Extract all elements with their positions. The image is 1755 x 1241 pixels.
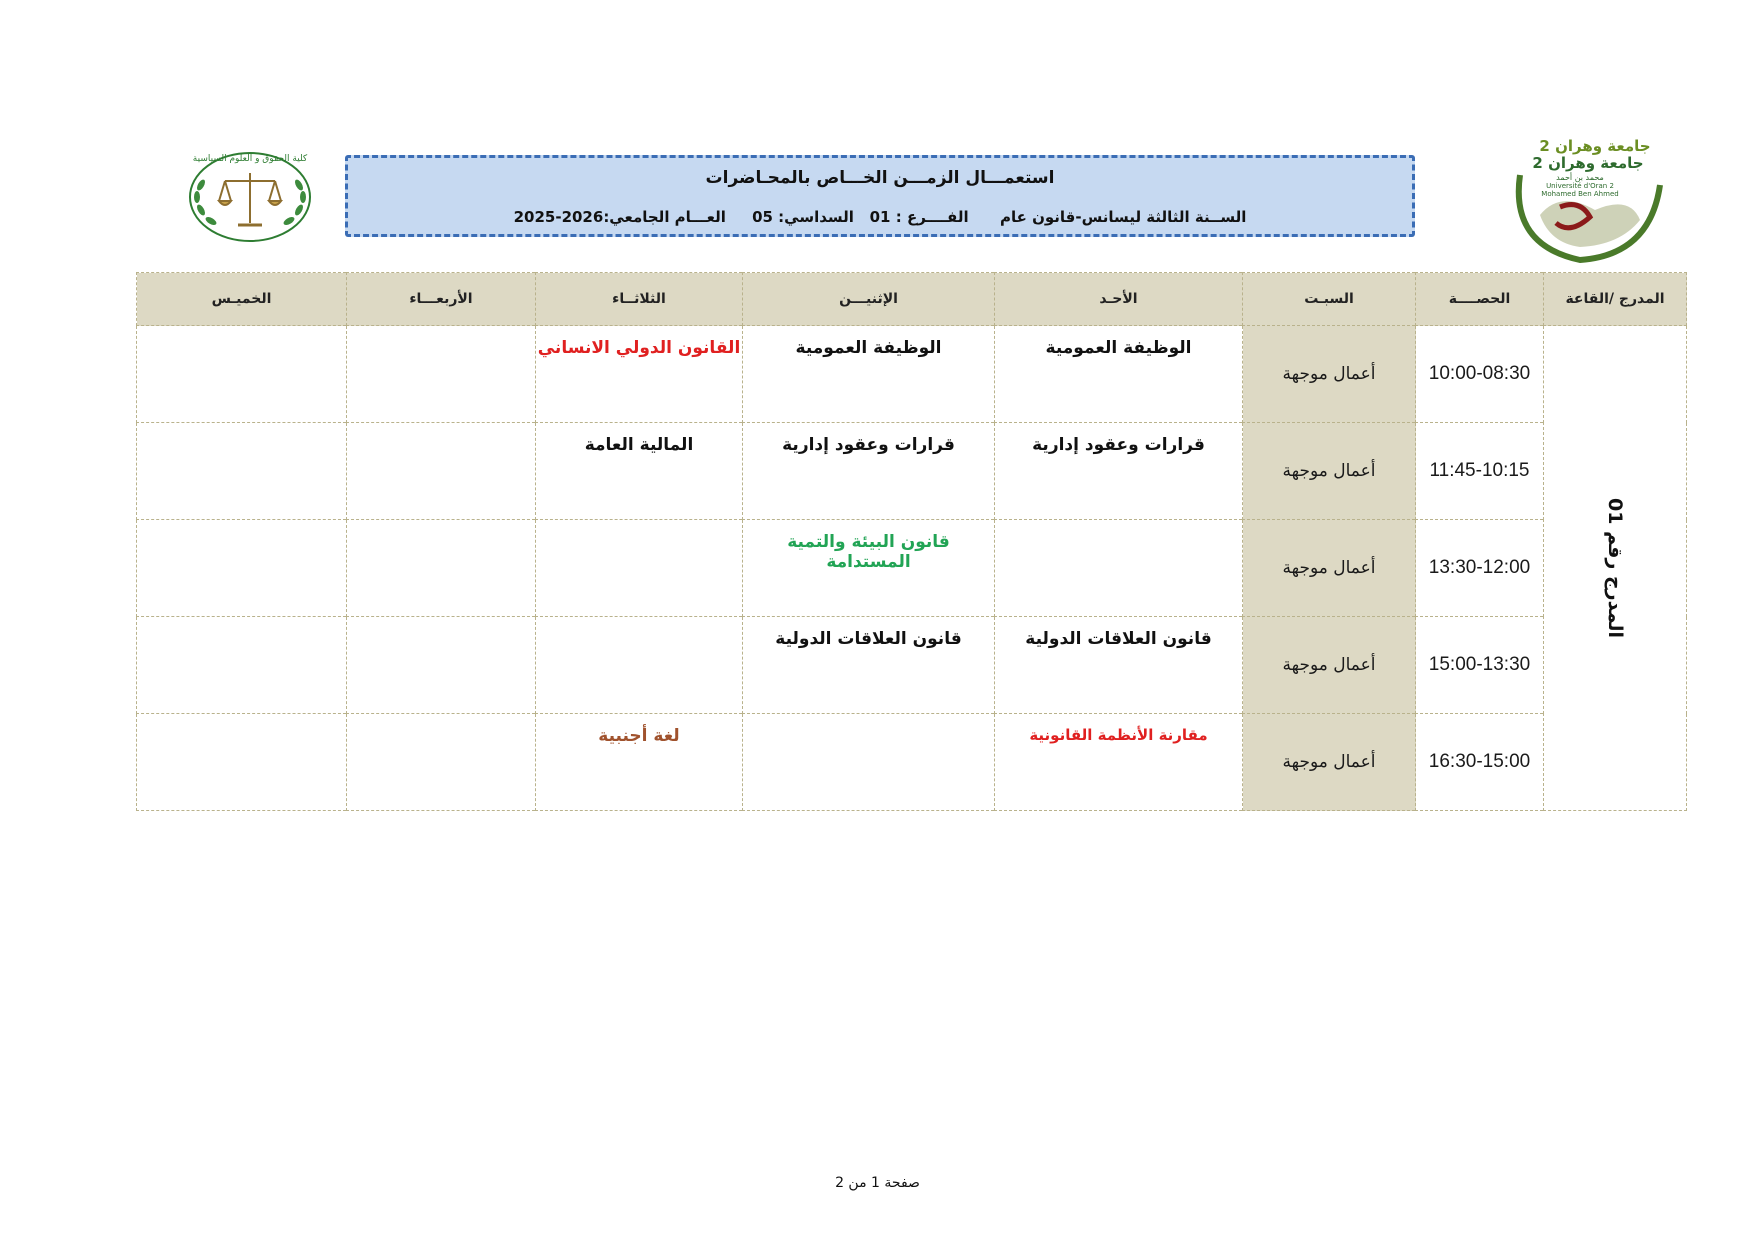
col-header-saturday: السبـت bbox=[1243, 273, 1416, 326]
wednesday-course bbox=[347, 423, 536, 520]
sunday-course bbox=[995, 520, 1243, 617]
sunday-course: قرارات وعقود إدارية bbox=[995, 423, 1243, 520]
branch-value: 01 bbox=[869, 208, 891, 226]
wednesday-course bbox=[347, 617, 536, 714]
table-header-row bbox=[137, 273, 1687, 326]
table-row bbox=[137, 714, 1687, 811]
faculty-of-law-emblem bbox=[183, 145, 318, 245]
session-time: 15:00-13:30 bbox=[1416, 617, 1544, 714]
saturday-cell: أعمال موجهة bbox=[1243, 520, 1416, 617]
wednesday-course bbox=[347, 326, 536, 423]
col-header-hall: المدرج /القاعة bbox=[1544, 273, 1687, 326]
saturday-cell: أعمال موجهة bbox=[1243, 714, 1416, 811]
hall-cell bbox=[1544, 326, 1687, 811]
wednesday-course bbox=[347, 714, 536, 811]
svg-text:جامعة وهران 2: جامعة وهران 2 bbox=[1532, 154, 1644, 172]
svg-text:كلية الحقوق و العلوم السياسية: كلية الحقوق و العلوم السياسية bbox=[192, 154, 308, 164]
tuesday-course: المالية العامة bbox=[536, 423, 743, 520]
col-header-sunday: الأحـد bbox=[995, 273, 1243, 326]
monday-course: قانون العلاقات الدولية bbox=[743, 617, 995, 714]
page-number: صفحة 1 من 2 bbox=[835, 1175, 920, 1191]
svg-text:محمد بن أحمد: محمد بن أحمد bbox=[1556, 173, 1604, 182]
thursday-course bbox=[137, 714, 347, 811]
saturday-cell: أعمال موجهة bbox=[1243, 423, 1416, 520]
table-row bbox=[137, 423, 1687, 520]
sunday-course: قانون العلاقات الدولية bbox=[995, 617, 1243, 714]
thursday-course bbox=[137, 423, 347, 520]
saturday-cell: أعمال موجهة bbox=[1243, 617, 1416, 714]
semester-value: 05 bbox=[752, 208, 773, 226]
session-time: 10:00-08:30 bbox=[1416, 326, 1544, 423]
academic-year-value: 2026-2025 bbox=[513, 208, 604, 226]
monday-course: الوظيفة العمومية bbox=[743, 326, 995, 423]
monday-course: قانون البيئة والتمية المستدامة bbox=[743, 520, 995, 617]
session-time: 16:30-15:00 bbox=[1416, 714, 1544, 811]
monday-course: قرارات وعقود إدارية bbox=[743, 423, 995, 520]
schedule-table bbox=[136, 272, 1687, 811]
col-header-thursday: الخميـس bbox=[137, 273, 347, 326]
svg-text:جامعة وهران 2: جامعة وهران 2 bbox=[1539, 137, 1651, 155]
monday-course bbox=[743, 714, 995, 811]
saturday-cell: أعمال موجهة bbox=[1243, 326, 1416, 423]
tuesday-course bbox=[536, 617, 743, 714]
semester-label: السداسي: bbox=[778, 208, 854, 226]
academic-year-label: العـــام الجامعي: bbox=[603, 208, 726, 226]
university-oran2-logo bbox=[1500, 135, 1670, 265]
sunday-course: مقارنة الأنظمة القانونية bbox=[995, 714, 1243, 811]
svg-text:Université d'Oran 2: Université d'Oran 2 bbox=[1546, 182, 1614, 190]
col-header-tuesday: الثلاثــاء bbox=[536, 273, 743, 326]
sunday-course: الوظيفة العمومية bbox=[995, 326, 1243, 423]
svg-text:Mohamed Ben Ahmed: Mohamed Ben Ahmed bbox=[1541, 190, 1619, 198]
col-header-wednesday: الأربعـــاء bbox=[347, 273, 536, 326]
tuesday-course: القانون الدولي الانساني bbox=[536, 326, 743, 423]
tuesday-course bbox=[536, 520, 743, 617]
schedule-header bbox=[345, 155, 1415, 237]
session-time: 11:45-10:15 bbox=[1416, 423, 1544, 520]
table-row bbox=[137, 326, 1687, 423]
table-row bbox=[137, 520, 1687, 617]
thursday-course bbox=[137, 520, 347, 617]
branch-label: الفــــرع : bbox=[895, 208, 969, 226]
tuesday-course: لغة أجنبية bbox=[536, 714, 743, 811]
year-label: الســنة الثالثة ليسانس-قانون عام bbox=[999, 208, 1247, 226]
hall-label: المدرج رقم 01 bbox=[1603, 498, 1626, 638]
wednesday-course bbox=[347, 520, 536, 617]
col-header-monday: الإثنيـــن bbox=[743, 273, 995, 326]
table-row bbox=[137, 617, 1687, 714]
header-subtitle bbox=[348, 208, 1412, 226]
session-time: 13:30-12:00 bbox=[1416, 520, 1544, 617]
thursday-course bbox=[137, 617, 347, 714]
col-header-session: الحصــــة bbox=[1416, 273, 1544, 326]
thursday-course bbox=[137, 326, 347, 423]
page-title: استعمـــال الزمـــن الخـــاص بالمحـاضرات bbox=[705, 168, 1055, 188]
